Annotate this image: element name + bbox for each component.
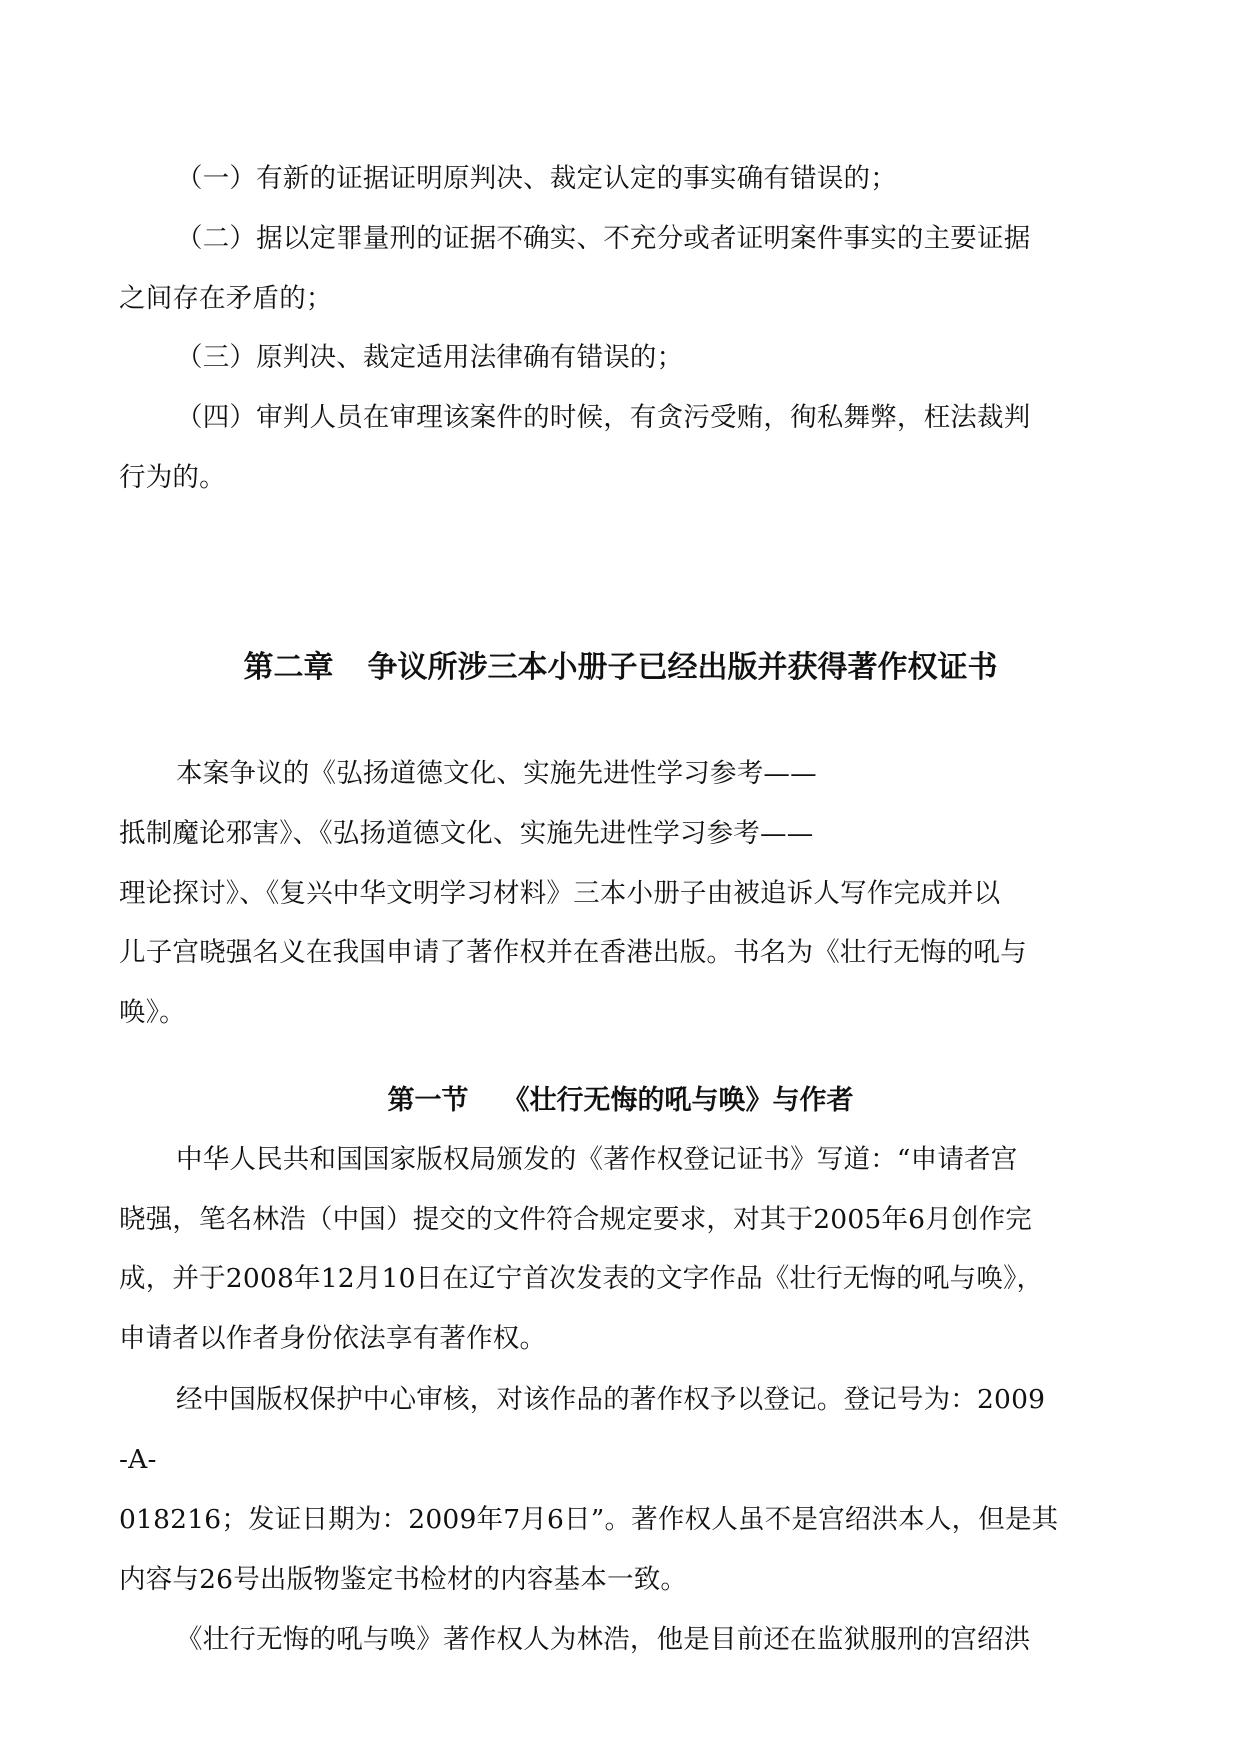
- chapter-heading: [0, 648, 1241, 688]
- body-line-7: 018216；发证日期为：2009年7月6日”。著作权人虽不是宫绍洪本人，但是其: [119, 1504, 1059, 1535]
- body-line-1: 中华人民共和国国家版权局颁发的《著作权登记证书》写道：“申请者宫: [176, 1144, 1018, 1175]
- chapter-title: 争议所涉三本小册子已经出版并获得著作权证书: [367, 650, 998, 685]
- item-2-line-1: （二）据以定罪量刑的证据不确实、不充分或者证明案件事实的主要证据: [176, 223, 1031, 254]
- item-3-line: （三）原判决、裁定适用法律确有错误的；: [176, 342, 684, 373]
- intro-line-4: 儿子宫晓强名义在我国申请了著作权并在香港出版。书名为《壮行无悔的吼与: [119, 937, 1027, 968]
- body-line-4: 申请者以作者身份依法享有著作权。: [119, 1323, 547, 1354]
- intro-line-3: 理论探讨》、《复兴中华文明学习材料》三本小册子由被追诉人写作完成并以: [119, 878, 1001, 909]
- section-heading: [0, 1083, 1241, 1119]
- item-4-line-2: 行为的。: [119, 462, 226, 493]
- body-line-6: -A-: [119, 1444, 157, 1475]
- body-line-5: 经中国版权保护中心审核，对该作品的著作权予以登记。登记号为：2009: [176, 1384, 1046, 1415]
- intro-line-1: 本案争议的《弘扬道德文化、实施先进性学习参考——: [176, 758, 817, 789]
- body-line-8: 内容与26号出版物鉴定书检材的内容基本一致。: [119, 1564, 688, 1595]
- body-line-3: 成，并于2008年12月10日在辽宁首次发表的文字作品《壮行无悔的吼与唤》，: [119, 1263, 1044, 1294]
- item-4-line-1: （四）审判人员在审理该案件的时候，有贪污受贿，徇私舞弊，枉法裁判: [176, 402, 1031, 433]
- section-title: 《壮行无悔的吼与唤》与作者: [502, 1085, 854, 1116]
- intro-line-5: 唤》。: [119, 997, 186, 1028]
- section-number: 第一节: [387, 1085, 469, 1116]
- item-2-line-2: 之间存在矛盾的；: [119, 283, 333, 314]
- item-1-line: （一）有新的证据证明原判决、裁定认定的事实确有错误的；: [176, 163, 897, 194]
- body-line-2: 晓强，笔名林浩（中国）提交的文件符合规定要求，对其于2005年6月创作完: [119, 1204, 1032, 1235]
- chapter-number: 第二章: [243, 650, 334, 685]
- body-line-9: 《壮行无悔的吼与唤》著作权人为林浩，他是目前还在监狱服刑的宫绍洪: [176, 1624, 1031, 1655]
- intro-line-2: 抵制魔论邪害》、《弘扬道德文化、实施先进性学习参考——: [119, 818, 814, 849]
